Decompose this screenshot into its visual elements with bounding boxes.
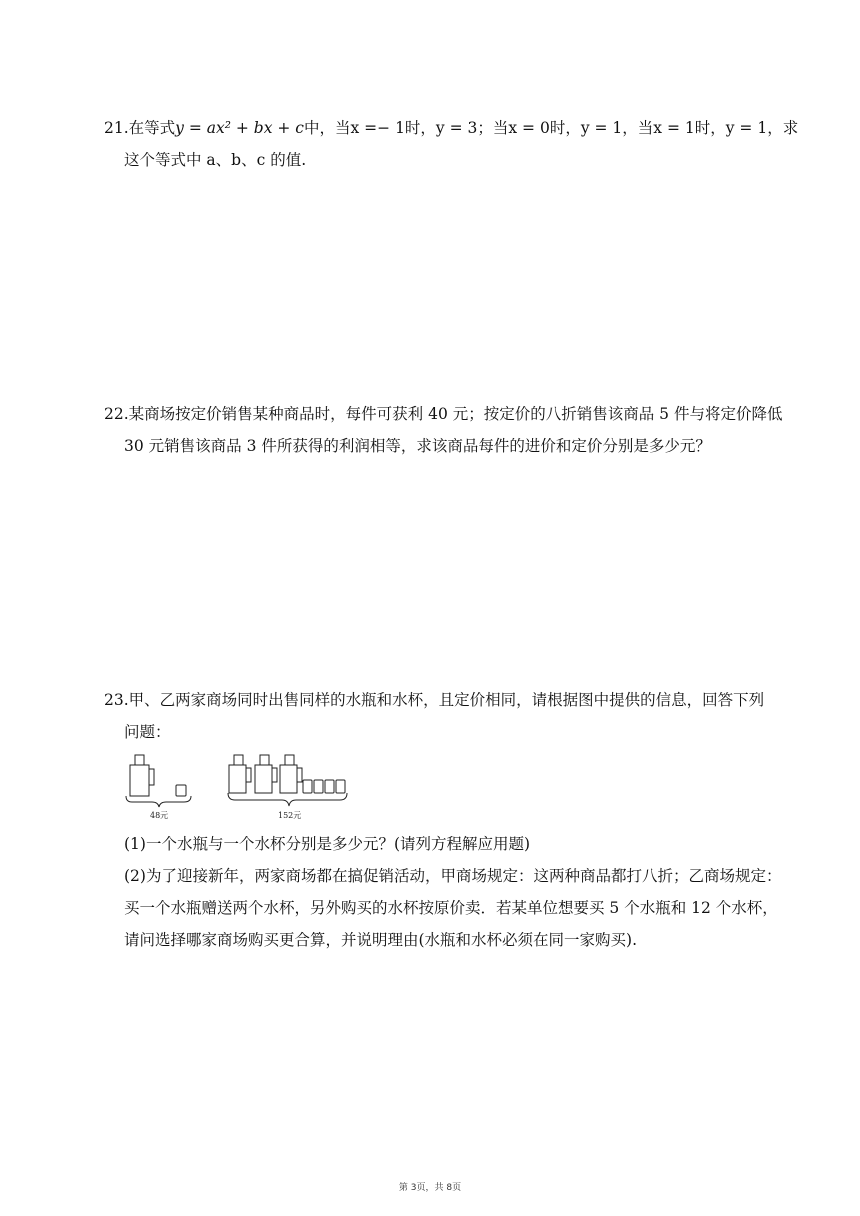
bottles-cups-figure — [122, 752, 362, 822]
bottle-handle — [149, 769, 154, 785]
left-brace — [126, 796, 191, 807]
question-23-line-1 — [104, 684, 764, 716]
question-21-line-1 — [104, 112, 799, 144]
question-22-line-1 — [104, 398, 783, 430]
question-22-line-2: 30 元销售该商品 3 件所获得的利润相等，求该商品每件的进价和定价分别是多少元？ — [124, 437, 711, 455]
question-22 — [104, 398, 783, 462]
question-23-number: 23. — [104, 691, 129, 709]
bottles-cups-illustration — [122, 752, 362, 822]
question-23-line-2: 问题： — [124, 723, 171, 741]
question-23-text-1: 甲、乙两家商场同时出售同样的水瓶和水杯，且定价相同，请根据图中提供的信息，回答下列 — [128, 691, 765, 709]
left-price-label: 48元 — [150, 811, 169, 820]
question-21-number: 21. — [104, 119, 129, 137]
right-price-label: 152元 — [278, 811, 302, 820]
question-23-part-2-line-2: 买一个水瓶赠送两个水杯，另外购买的水杯按原价卖．若某单位想要买 5 个水瓶和 12 个水杯， — [124, 899, 778, 917]
question-23-part-2-line-3: 请问选择哪家商场购买更合算，并说明理由(水瓶和水杯必须在同一家购买). — [124, 931, 638, 949]
bottle-cap — [135, 755, 144, 765]
right-brace — [228, 793, 347, 806]
question-21 — [104, 112, 799, 176]
cup — [176, 785, 186, 796]
question-21-text-b: 中，当x =− 1时，y = 3；当x = 0时，y = 1，当x = 1时，y = 1，求 — [304, 119, 799, 137]
question-23-parts — [104, 828, 782, 956]
question-22-text-1: 某商场按定价销售某种商品时，每件可获利 40 元；按定价的八折销售该商品 5 件与将定价降低 — [128, 405, 783, 423]
question-23-part-1: (1)一个水瓶与一个水杯分别是多少元？(请列方程解应用题) — [124, 835, 531, 853]
question-22-number: 22. — [104, 405, 129, 423]
bottle-body — [130, 765, 149, 796]
question-23-part-2-line-1: (2)为了迎接新年，两家商场都在搞促销活动，甲商场规定：这两种商品都打八折；乙商场规定： — [124, 867, 782, 885]
question-21-equation: y = ax² + bx + c — [175, 119, 304, 137]
question-21-text-a: 在等式 — [128, 119, 176, 137]
page-footer: 第 3页，共 8页 — [398, 1183, 462, 1193]
question-21-line-2: 这个等式中 a、b、c 的值. — [124, 151, 307, 169]
question-23 — [104, 684, 764, 748]
